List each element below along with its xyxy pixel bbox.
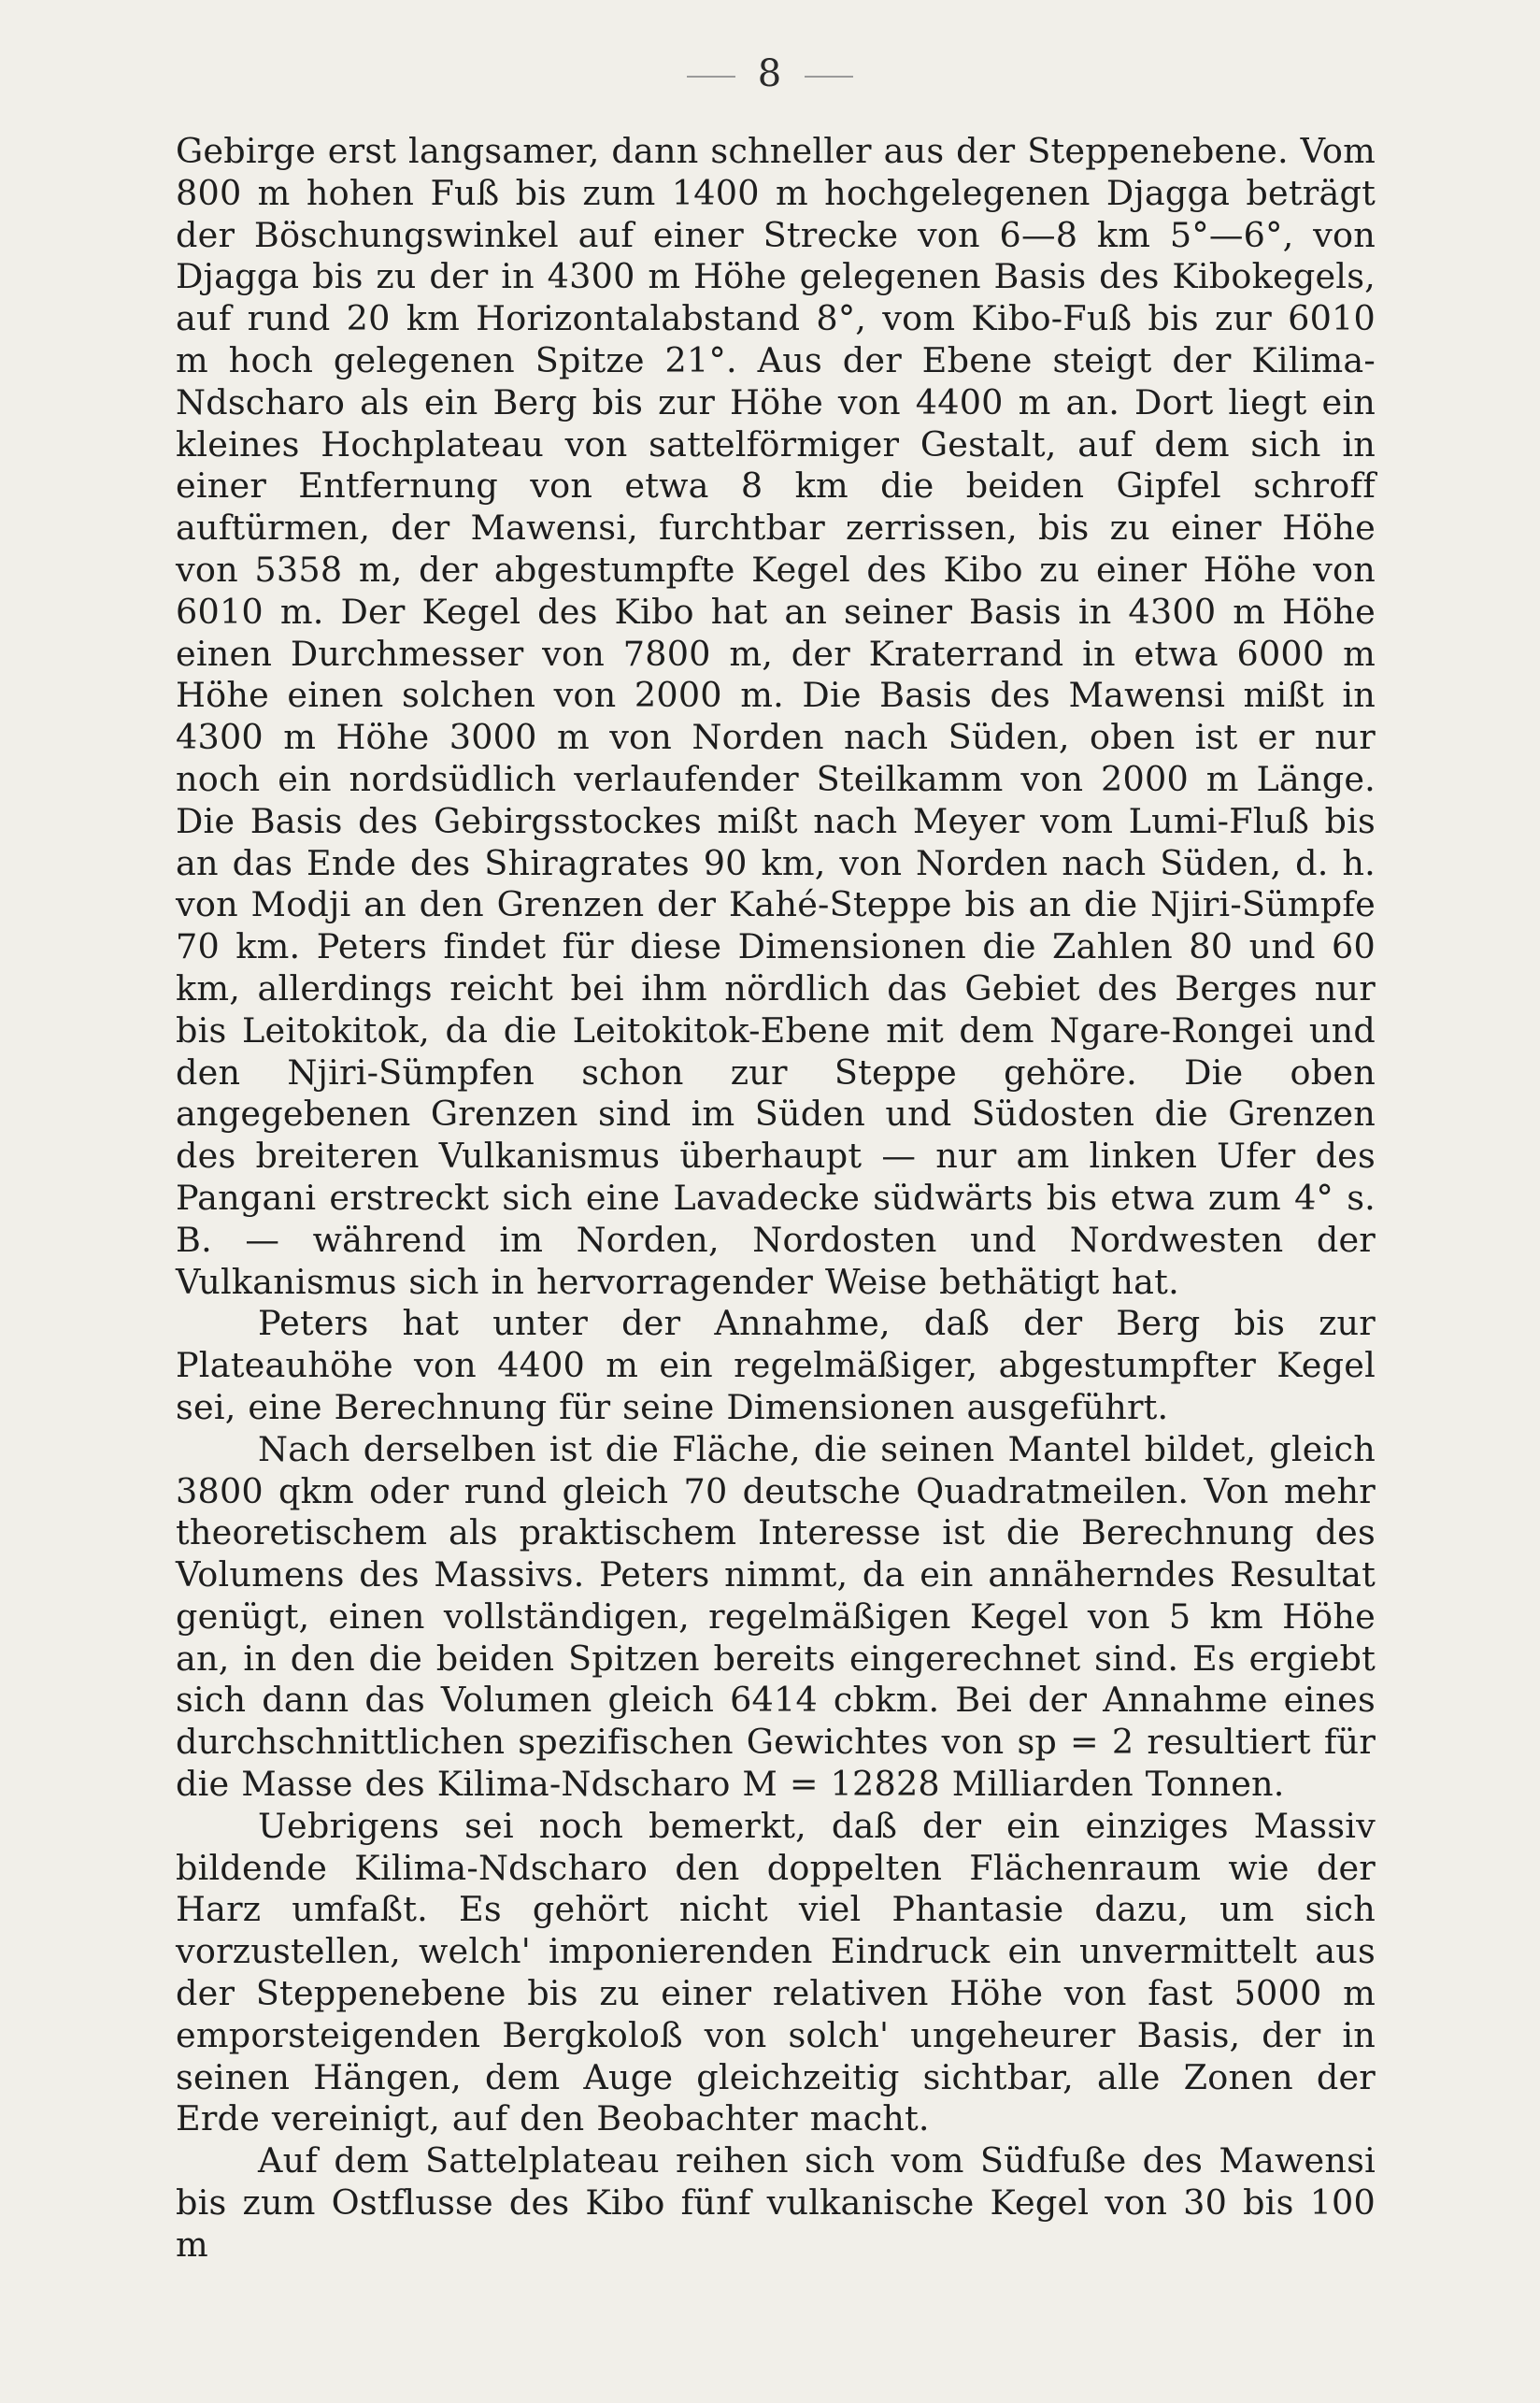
paragraph-kilimanjaro-profile: Gebirge erst langsamer, dann schneller aus der Steppenebene. Vom 800 m hohen Fuß bis zum 1400 m hochgelegenen Djagga beträgt der Böschungswinkel auf einer Strecke von 6—8 km 5°—6°, von Djagga bis zu der in 4300 m Höhe gelegenen Basis des Kibokegels, auf rund 20 km Horizontalabstand 8°, vom Kibo-Fuß bis zur 6010 m hoch gelegenen Spitze 21°. Aus der Ebene steigt der Kilima-Ndscharo als ein Berg bis zur Höhe von 4400 m an. Dort liegt ein kleines Hochplateau von sattelförmiger Gestalt, auf dem sich in einer Entfernung von etwa 8 km die beiden Gipfel schroff auftürmen, der Mawensi, furchtbar zerrissen, bis zu einer Höhe von 5358 m, der abgestumpfte Kegel des Kibo zu einer Höhe von 6010 m. Der Kegel des Kibo hat an seiner Basis in 4300 m Höhe einen Durchmesser von 7800 m, der Kraterrand in etwa 6000 m Höhe einen solchen von 2000 m. Die Basis des Mawensi mißt in 4300 m Höhe 3000 m von Norden nach Süden, oben ist er nur noch ein nordsüdlich verlaufender Steilkamm von 2000 m Länge. Die Basis des Gebirgsstockes mißt nach Meyer vom Lumi-Fluß bis an das Ende des Shiragrates 90 km, von Norden nach Süden, d. h. von Modji an den Grenzen der Kahé-Steppe bis an die Njiri-Sümpfe 70 km. Peters findet für diese Dimensionen die Zahlen 80 und 60 km, allerdings reicht bei ihm nördlich das Gebiet des Berges nur bis Leitokitok, da die Leitokitok-Ebene mit dem Ngare-Rongei und den Njiri-Sümpfen schon zur Steppe gehöre. Die oben angegebenen Grenzen sind im Süden und Südosten die Grenzen des breiteren Vulkanismus überhaupt — nur am linken Ufer des Pangani erstreckt sich eine Lavadecke südwärts bis etwa zum 4° s. B. — während im Norden, Nordosten und Nordwesten der Vulkanismus sich in hervorragender Weise bethätigt hat. <box>176 131 1376 1302</box>
left-dash-divider <box>687 76 735 78</box>
body-text <box>176 131 1376 2267</box>
paragraph-volume-calculation: Nach derselben ist die Fläche, die seinen Mantel bildet, gleich 3800 qkm oder rund gleich 70 deutsche Quadratmeilen. Von mehr theoretischem als praktischem Interesse ist die Berechnung des Volumens des Massivs. Peters nimmt, da ein annäherndes Resultat genügt, einen vollständigen, regelmäßigen Kegel von 5 km Höhe an, in den die beiden Spitzen bereits eingerechnet sind. Es ergiebt sich dann das Volumen gleich 6414 cbkm. Bei der Annahme eines durchschnittlichen spezifischen Gewichtes von sp = 2 resultiert für die Masse des Kilima-Ndscharo M = 12828 Milliarden Tonnen. <box>176 1428 1376 1805</box>
paragraph-massif-impression: Uebrigens sei noch bemerkt, daß der ein einziges Massiv bildende Kilima-Ndscharo den doppelten Flächenraum wie der Harz umfaßt. Es gehört nicht viel Phantasie dazu, um sich vorzustellen, welch' imponierenden Eindruck ein unvermittelt aus der Steppenebene bis zu einer relativen Höhe von fast 5000 m emporsteigenden Bergkoloß von solch' ungeheurer Basis, der in seinen Hängen, dem Auge gleichzeitig sichtbar, alle Zonen der Erde vereinigt, auf den Beobachter macht. <box>176 1805 1376 2139</box>
page-number-header <box>0 52 1540 95</box>
page-number: 8 <box>757 52 783 95</box>
right-dash-divider <box>805 76 853 78</box>
paragraph-peters-calculation: Peters hat unter der Annahme, daß der Berg bis zur Plateauhöhe von 4400 m ein regelmäßiger, abgestumpfter Kegel sei, eine Berechnung für seine Dimensionen ausgeführt. <box>176 1303 1376 1427</box>
paragraph-saddle-plateau: Auf dem Sattelplateau reihen sich vom Südfuße des Mawensi bis zum Ostflusse des Kibo fünf vulkanische Kegel von 30 bis 100 m <box>176 2140 1376 2265</box>
